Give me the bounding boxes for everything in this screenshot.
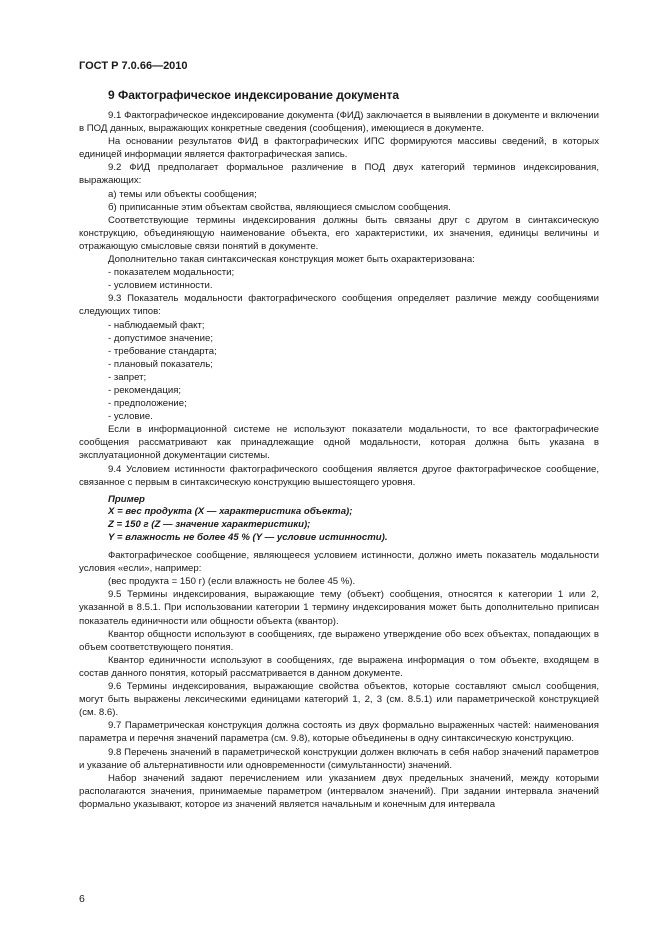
document-body — [79, 88, 599, 811]
paragraph-9-6: 9.6 Термины индексирования, выражающие свойства объектов, которые составляют смысл сообщения, могут быть выражены лексическими единицами категорий 1, 2, 3 (см. 8.5.1) или параметрической конструкцией (см. 8.6). — [79, 681, 599, 719]
paragraph: Фактографическое сообщение, являющееся условием истинности, должно иметь показатель модальности условия «если», например: — [79, 550, 599, 575]
list-item: - предположение; — [108, 397, 599, 410]
paragraph: Дополнительно такая синтаксическая конструкция может быть охарактеризована: — [108, 254, 475, 266]
list-item: - наблюдаемый факт; — [108, 319, 599, 332]
paragraph: На основании результатов ФИД в фактографических ИПС формируются массивы сведений, в которых единицей информации является фактографическая запись. — [79, 136, 599, 161]
paragraph-9-2: 9.2 ФИД предполагает формальное различение в ПОД двух категорий терминов индексирования, выражающих: — [79, 162, 599, 187]
list-item: - запрет; — [108, 371, 599, 384]
list-item: а) темы или объекты сообщения; — [108, 188, 257, 200]
list-item: - условием истинности. — [108, 279, 599, 292]
example-line: Z = 150 г (Z — значение характеристики); — [108, 518, 311, 530]
paragraph-9-7: 9.7 Параметрическая конструкция должна состоять из двух формально выраженных частей: наименования параметра и перечня значений параметра (см. 9.8), которые объединены в одну синтаксическую конструкцию. — [79, 720, 599, 745]
paragraph: Квантор общности используют в сообщениях, где выражено утверждение обо всех объектах, попадающих в объем соответствующего понятия. — [79, 628, 599, 653]
list-item: - требование стандарта; — [108, 345, 599, 358]
example-line: Y = влажность не более 45 % (Y — условие истинности). — [108, 531, 388, 543]
section-title: 9 Фактографическое индексирование документа — [108, 88, 400, 102]
formula-example: (вес продукта = 150 г) (если влажность не более 45 %). — [108, 576, 356, 588]
list-item: - условие. — [108, 410, 599, 423]
page-number: 6 — [79, 893, 85, 905]
list-item: - плановый показатель; — [108, 358, 599, 371]
paragraph: Набор значений задают перечислением или указанием двух предельных значений, между которыми располагаются значения, принимаемые параметром (интервалом значений). При задании интервала значений формально указывают, которое из значений является начальным и конечным для интервала — [79, 772, 599, 810]
example-block — [108, 494, 599, 544]
message-types-list — [79, 319, 599, 424]
list-item: - рекомендация; — [108, 384, 599, 397]
paragraph-9-3: 9.3 Показатель модальности фактографического сообщения определяет различие между сообщениями следующих типов: — [79, 293, 599, 318]
list-item: - показателем модальности; — [108, 266, 599, 279]
example-line: X = вес продукта (X — характеристика объекта); — [108, 506, 353, 518]
paragraph-9-8: 9.8 Перечень значений в параметрической конструкции должен включать в себя набор значений параметров и указание об альтернативности или одновременности (симультанности) значений. — [79, 746, 599, 771]
list-item: б) приписанные этим объектам свойства, являющиеся смыслом сообщения. — [108, 201, 451, 213]
paragraph: Соответствующие термины индексирования должны быть связаны друг с другом в синтаксическую конструкцию, объединяющую наименование объекта, его характеристики, их значения, единицы величины и отражающую смысловые связи понятий в документе. — [79, 214, 599, 252]
paragraph-9-4: 9.4 Условием истинности фактографического сообщения является другое фактографическое сообщение, связанное с первым в синтаксическую конструкцию вышестоящего уровня. — [79, 463, 599, 488]
document-header: ГОСТ Р 7.0.66—2010 — [79, 60, 188, 72]
paragraph: Если в информационной системе не используют показатели модальности, то все фактографические сообщения рассматривают как принадлежащие одной модальности, которая должна быть указана в эксплуатационной документации системы. — [79, 424, 599, 462]
list-item: - допустимое значение; — [108, 332, 599, 345]
paragraph-9-5: 9.5 Термины индексирования, выражающие тему (объект) сообщения, относятся к категории 1 или 2, указанной в 8.5.1. При использовании категории 1 термину индексирования может быть дополнительно приписан показатель единичности или общности объекта (квантор). — [79, 589, 599, 627]
paragraph-9-1: 9.1 Фактографическое индексирование документа (ФИД) заключается в выявлении в документе и включении в ПОД данных, выражающих конкретные сведения (сообщения), имеющиеся в документе. — [79, 110, 599, 135]
modality-list — [79, 266, 599, 292]
paragraph: Квантор единичности используют в сообщениях, где выражена информация о том объекте, входящем в состав данного понятия, который рассматривается в данном документе. — [79, 654, 599, 679]
example-label: Пример — [108, 493, 145, 505]
